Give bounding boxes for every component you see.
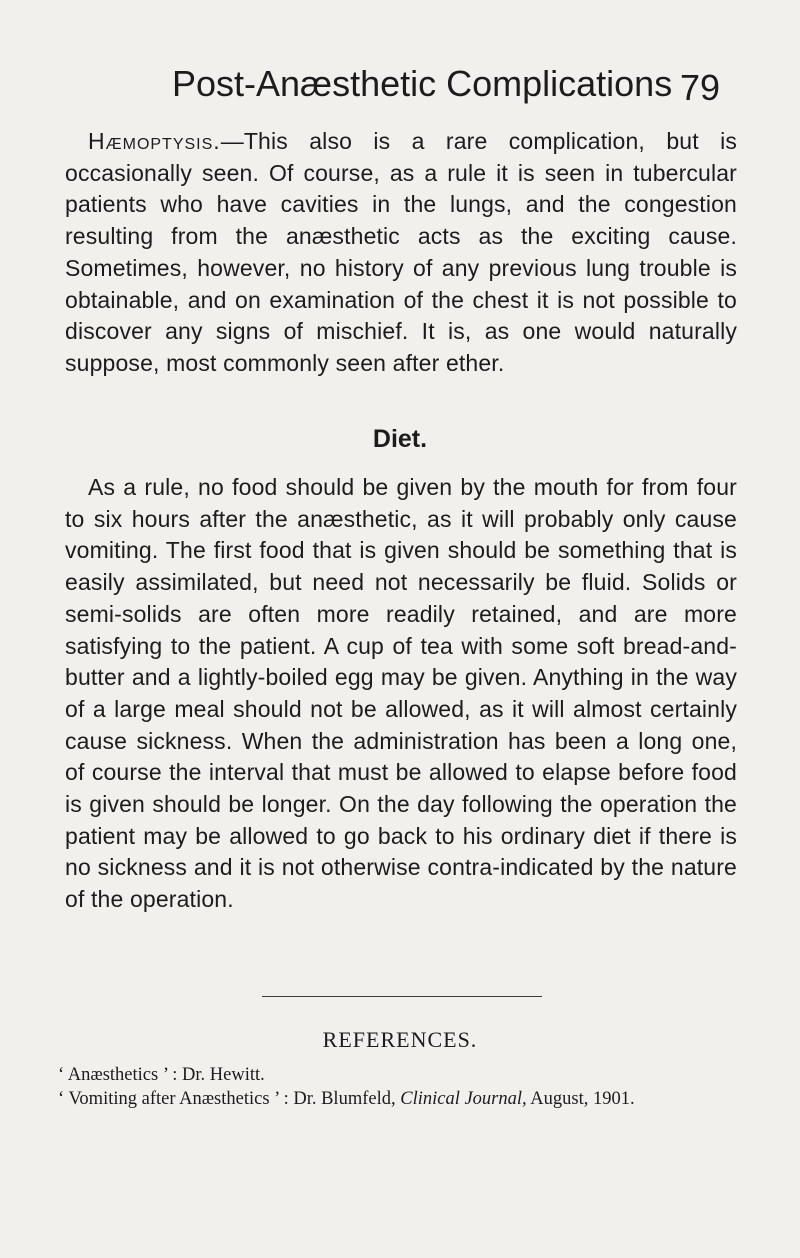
section-haemoptysis bbox=[65, 126, 737, 380]
reference-journal: Clinical Journal, bbox=[400, 1089, 527, 1109]
running-title: Post-Anæsthetic Complications bbox=[172, 63, 673, 104]
paragraph-haemoptysis bbox=[65, 126, 737, 380]
reference-text: ‘ Vomiting after Anæsthetics ’ : Dr. Blumfeld, bbox=[58, 1089, 401, 1109]
references-list bbox=[58, 1063, 740, 1111]
section-diet bbox=[65, 472, 737, 916]
reference-item bbox=[58, 1087, 740, 1111]
reference-text: ‘ Anæsthetics ’ : Dr. Hewitt. bbox=[58, 1065, 265, 1085]
reference-date: August, 1901. bbox=[526, 1089, 635, 1109]
page-number: 79 bbox=[679, 67, 720, 108]
paragraph-diet: As a rule, no food should be given by the mouth for from four to six hours after the anæsthetic, as it will probably only cause vomiting. The first food that is given should be something that is easily assimilated, but need not necessarily be fluid. Solids or semi-solids are often more readily retained, and are more satisfying to the patient. A cup of tea with some soft bread-and-butter and a lightly-boiled egg may be given. Anything in the way of a large meal should not be allowed, as it will almost certainly cause sickness. When the administration has been a long one, of course the interval that must be allowed to elapse before food is given should be longer. On the day following the operation the patient may be allowed to go back to his ordinary diet if there is no sickness and it is not otherwise contra-indicated by the nature of the operation. bbox=[65, 474, 737, 913]
references-heading: REFERENCES. bbox=[322, 1027, 478, 1052]
divider-rule bbox=[262, 996, 542, 997]
running-head bbox=[172, 62, 720, 106]
lead-term: Hæmoptysis. bbox=[88, 128, 221, 154]
section-heading-diet: Diet. bbox=[372, 425, 428, 453]
reference-item bbox=[58, 1063, 740, 1087]
paragraph-text: —This also is a rare complication, but is occasionally seen. Of course, as a rule it is seen in tubercular patients who have cavities in the lungs, and the congestion resulting from the anæsthetic acts as the exciting cause. Sometimes, however, no history of any previous lung trouble is obtainable, and on examination of the chest it is not possible to discover any signs of mischief. It is, as one would naturally suppose, most commonly seen after ether. bbox=[65, 128, 737, 376]
